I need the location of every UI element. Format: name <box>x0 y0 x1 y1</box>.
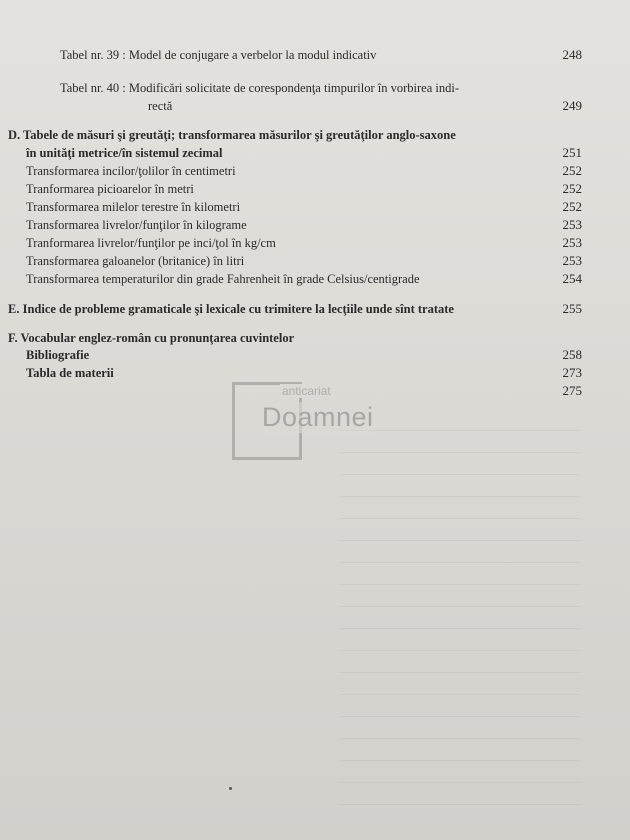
toc-entry-label: Bibliografie <box>26 348 90 362</box>
toc-item <box>0 162 630 180</box>
toc-item-label: Transformarea temperaturilor din grade Fahrenheit în grade Celsius/centigrade <box>26 272 420 286</box>
toc-item-label: Transformarea milelor terestre în kilometri <box>26 200 241 214</box>
toc-item-label: Tranformarea livrelor/funţilor pe inci/ţol în kg/cm <box>26 236 276 250</box>
toc-section-d <box>0 126 630 144</box>
toc-item <box>0 252 630 270</box>
toc-item <box>0 198 630 216</box>
toc-section-title: F. Vocabular englez-român cu pronunţarea cuvintelor <box>8 331 295 345</box>
toc-entry-label: Tabla de materii <box>26 366 114 380</box>
toc-page-number: 252 <box>562 181 582 196</box>
toc-item <box>0 234 630 252</box>
toc-section-d-cont <box>0 144 630 162</box>
toc-entry-bibliografie <box>0 346 630 364</box>
toc-item <box>0 270 630 288</box>
toc-section-e <box>0 300 630 318</box>
toc-page-number: 258 <box>562 347 582 362</box>
watermark-big-text: Doamnei <box>262 402 374 432</box>
toc-section-title: D. Tabele de măsuri şi greutăţi; transformarea măsurilor şi greutăţilor anglo-saxone <box>8 128 456 142</box>
toc-page-number: 252 <box>562 199 582 214</box>
toc-item-label: Transformarea livrelor/funţilor în kilograme <box>26 218 247 232</box>
toc-page-number: 254 <box>562 271 582 286</box>
toc-entry-tabel-39 <box>0 46 630 64</box>
toc-page-number: 253 <box>562 235 582 250</box>
toc-entry-label: Tabel nr. 39 : Model de conjugare a verbelor la modul indicativ <box>60 48 377 62</box>
toc-item-label: Tranformarea picioarelor în metri <box>26 182 194 196</box>
toc-entry-tabel-40-cont <box>0 97 630 115</box>
toc-section-f <box>0 329 630 347</box>
toc-entry-label: Tabel nr. 40 : Modificări solicitate de corespondenţa timpurilor în vorbirea indi- <box>60 81 460 95</box>
watermark <box>228 378 428 468</box>
toc-page-number: 253 <box>562 253 582 268</box>
toc-section-title: E. Indice de probleme gramaticale şi lexicale cu trimitere la lecţiile unde sînt tratate <box>8 302 454 316</box>
toc-item-label: Transformarea incilor/ţolilor în centimetri <box>26 164 236 178</box>
toc-page-number: 273 <box>562 365 582 380</box>
print-speck <box>229 787 232 790</box>
toc-page-number: 249 <box>562 98 582 113</box>
watermark-small-text: anticariat <box>282 384 331 398</box>
toc-page-number: 252 <box>562 163 582 178</box>
toc-page-number: 253 <box>562 217 582 232</box>
toc-page-number: 248 <box>562 47 582 62</box>
toc-item-label: Transformarea galoanelor (britanice) în litri <box>26 254 245 268</box>
toc-entry-tabel-40 <box>0 79 630 97</box>
toc-page-number: 251 <box>562 145 582 160</box>
show-through-text <box>340 430 580 810</box>
toc-item <box>0 216 630 234</box>
toc-page-number: 275 <box>562 383 582 398</box>
toc-item <box>0 180 630 198</box>
toc-page-number: 255 <box>562 301 582 316</box>
toc-entry-label-cont: rectă <box>148 99 173 113</box>
toc-section-title-cont: în unităţi metrice/în sistemul zecimal <box>26 146 223 160</box>
